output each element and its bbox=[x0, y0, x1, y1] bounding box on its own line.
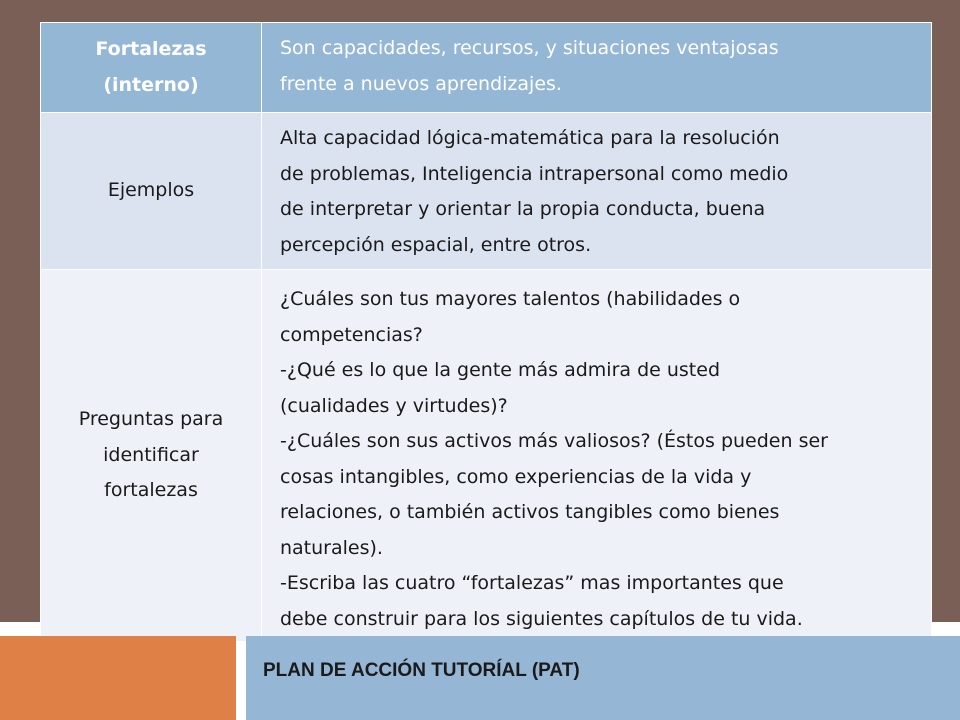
row-text-line: de interpretar y orientar la propia conducta, buena bbox=[280, 198, 766, 220]
row-text-line: competencias? bbox=[280, 323, 423, 346]
row-label-cell bbox=[41, 113, 262, 270]
footer-accent-block bbox=[0, 636, 236, 720]
header-label-line: Fortalezas bbox=[95, 38, 207, 60]
header-text-cell bbox=[262, 23, 932, 113]
row-text-line: ¿Cuáles son tus mayores talentos (habilidades o bbox=[280, 288, 741, 310]
row-text-line: Alta capacidad lógica-matemática para la resolución bbox=[280, 127, 780, 149]
header-label-line: (interno) bbox=[103, 73, 199, 96]
row-text-line: cosas intangibles, como experiencias de la vida y bbox=[280, 465, 752, 488]
header-label-cell bbox=[41, 23, 262, 113]
row-text-line: -Escriba las cuatro “fortalezas” mas importantes que bbox=[280, 572, 784, 594]
row-text-line: naturales). bbox=[280, 536, 383, 559]
table-header-row bbox=[41, 23, 932, 113]
row-text-line: debe construir para los siguientes capítulos de tu vida. bbox=[280, 607, 803, 630]
row-label-line: identificar bbox=[103, 443, 199, 466]
row-label-cell bbox=[41, 270, 262, 642]
row-text-line: (cualidades y virtudes)? bbox=[280, 394, 508, 417]
row-text-line: relaciones, o también activos tangibles como bienes bbox=[280, 501, 780, 523]
header-text-line: Son capacidades, recursos, y situaciones ventajosas bbox=[280, 37, 779, 59]
row-text-line: -¿Qué es lo que la gente más admira de usted bbox=[280, 359, 721, 381]
row-label-line: Ejemplos bbox=[107, 179, 195, 202]
header-text-line: frente a nuevos aprendizajes. bbox=[280, 72, 562, 95]
row-label-line: fortalezas bbox=[104, 479, 198, 502]
row-text-cell bbox=[262, 113, 932, 270]
row-text-line: de problemas, Inteligencia intrapersonal como medio bbox=[280, 162, 789, 185]
footer-title: PLAN DE ACCIÓN TUTORÍAL (PAT) bbox=[263, 660, 580, 681]
row-text-cell bbox=[262, 270, 932, 642]
row-text-line: percepción espacial, entre otros. bbox=[280, 233, 592, 256]
fortalezas-table bbox=[40, 22, 932, 642]
table-row-preguntas bbox=[41, 270, 932, 642]
row-label-line: Preguntas para bbox=[78, 408, 224, 431]
row-text-line: -¿Cuáles son sus activos más valiosos? (Éstos pueden ser bbox=[280, 430, 828, 452]
table-row-ejemplos bbox=[41, 113, 932, 270]
